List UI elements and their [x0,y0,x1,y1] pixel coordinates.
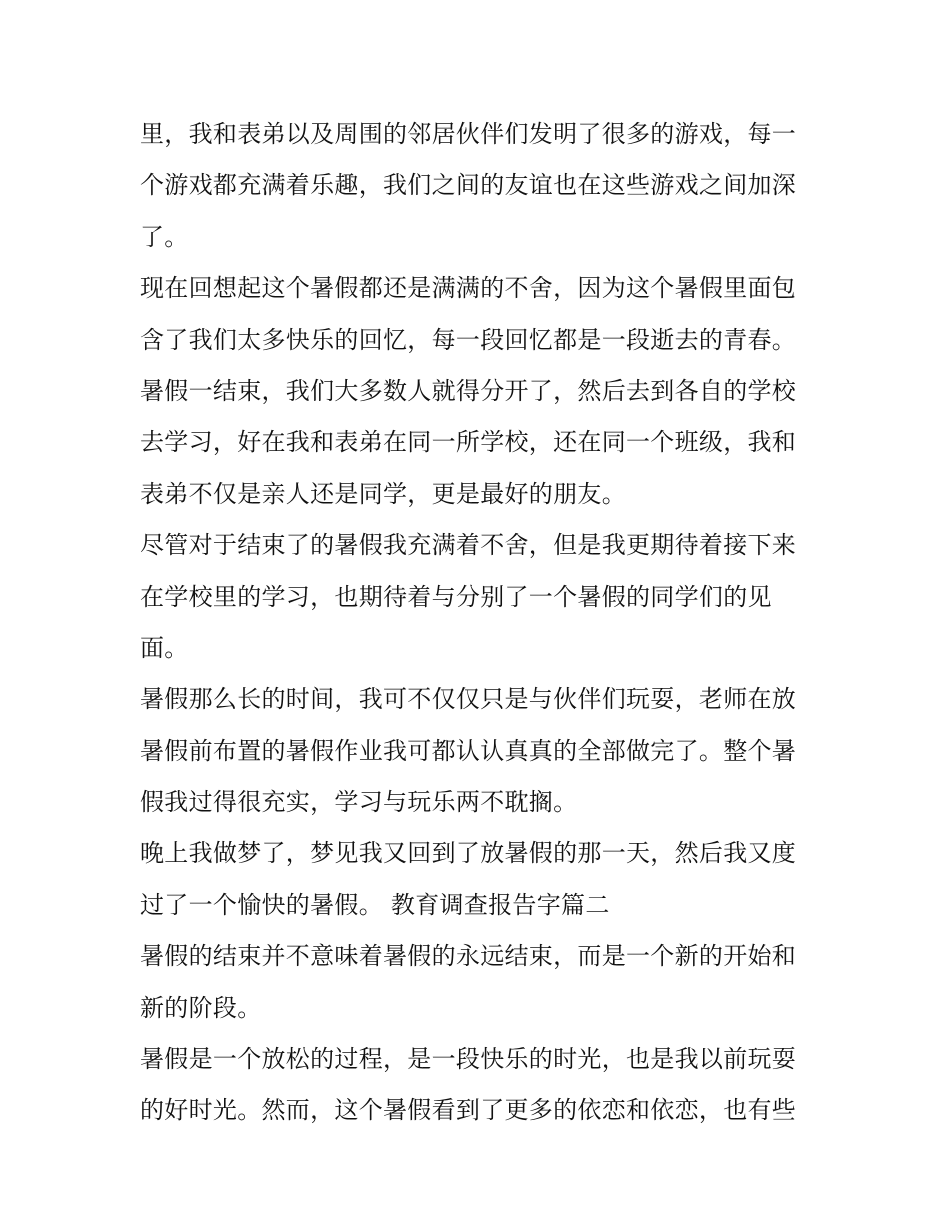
text-line: 暑假的结束并不意味着暑假的永远结束，而是一个新的开始和 [140,942,797,971]
text-line: 暑假前布置的暑假作业我可都认认真真的全部做完了。整个暑 [140,736,797,765]
text-line: 暑假那么长的时间，我可不仅仅只是与伙伴们玩耍，老师在放 [140,685,797,714]
document-body [140,109,820,1137]
text-line: 含了我们太多快乐的回忆，每一段回忆都是一段逝去的青春。 [140,325,797,354]
text-line: 过了一个愉快的暑假。 教育调查报告字篇二 [140,890,610,919]
text-line: 去学习，好在我和表弟在同一所学校，还在同一个班级，我和 [140,428,797,457]
text-line: 了。 [140,222,189,251]
text-line: 暑假一结束，我们大多数人就得分开了，然后去到各自的学校 [140,376,797,405]
text-line: 假我过得很充实，学习与玩乐两不耽搁。 [140,788,578,817]
text-line: 在学校里的学习，也期待着与分别了一个暑假的同学们的见 [140,582,772,611]
text-line: 晚上我做梦了，梦见我又回到了放暑假的那一天，然后我又度 [140,839,797,868]
text-line: 尽管对于结束了的暑假我充满着不舍，但是我更期待着接下来 [140,531,797,560]
text-line: 新的阶段。 [140,993,262,1022]
text-line: 表弟不仅是亲人还是同学，更是最好的朋友。 [140,479,626,508]
text-line: 的好时光。然而，这个暑假看到了更多的依恋和依恋，也有些 [140,1096,797,1125]
text-line: 面。 [140,633,189,662]
text-line: 个游戏都充满着乐趣，我们之间的友谊也在这些游戏之间加深 [140,171,797,200]
text-line: 暑假是一个放松的过程，是一段快乐的时光，也是我以前玩耍 [140,1045,797,1074]
text-line: 现在回想起这个暑假都还是满满的不舍，因为这个暑假里面包 [140,274,797,303]
text-line: 里，我和表弟以及周围的邻居伙伴们发明了很多的游戏，每一 [140,120,797,148]
